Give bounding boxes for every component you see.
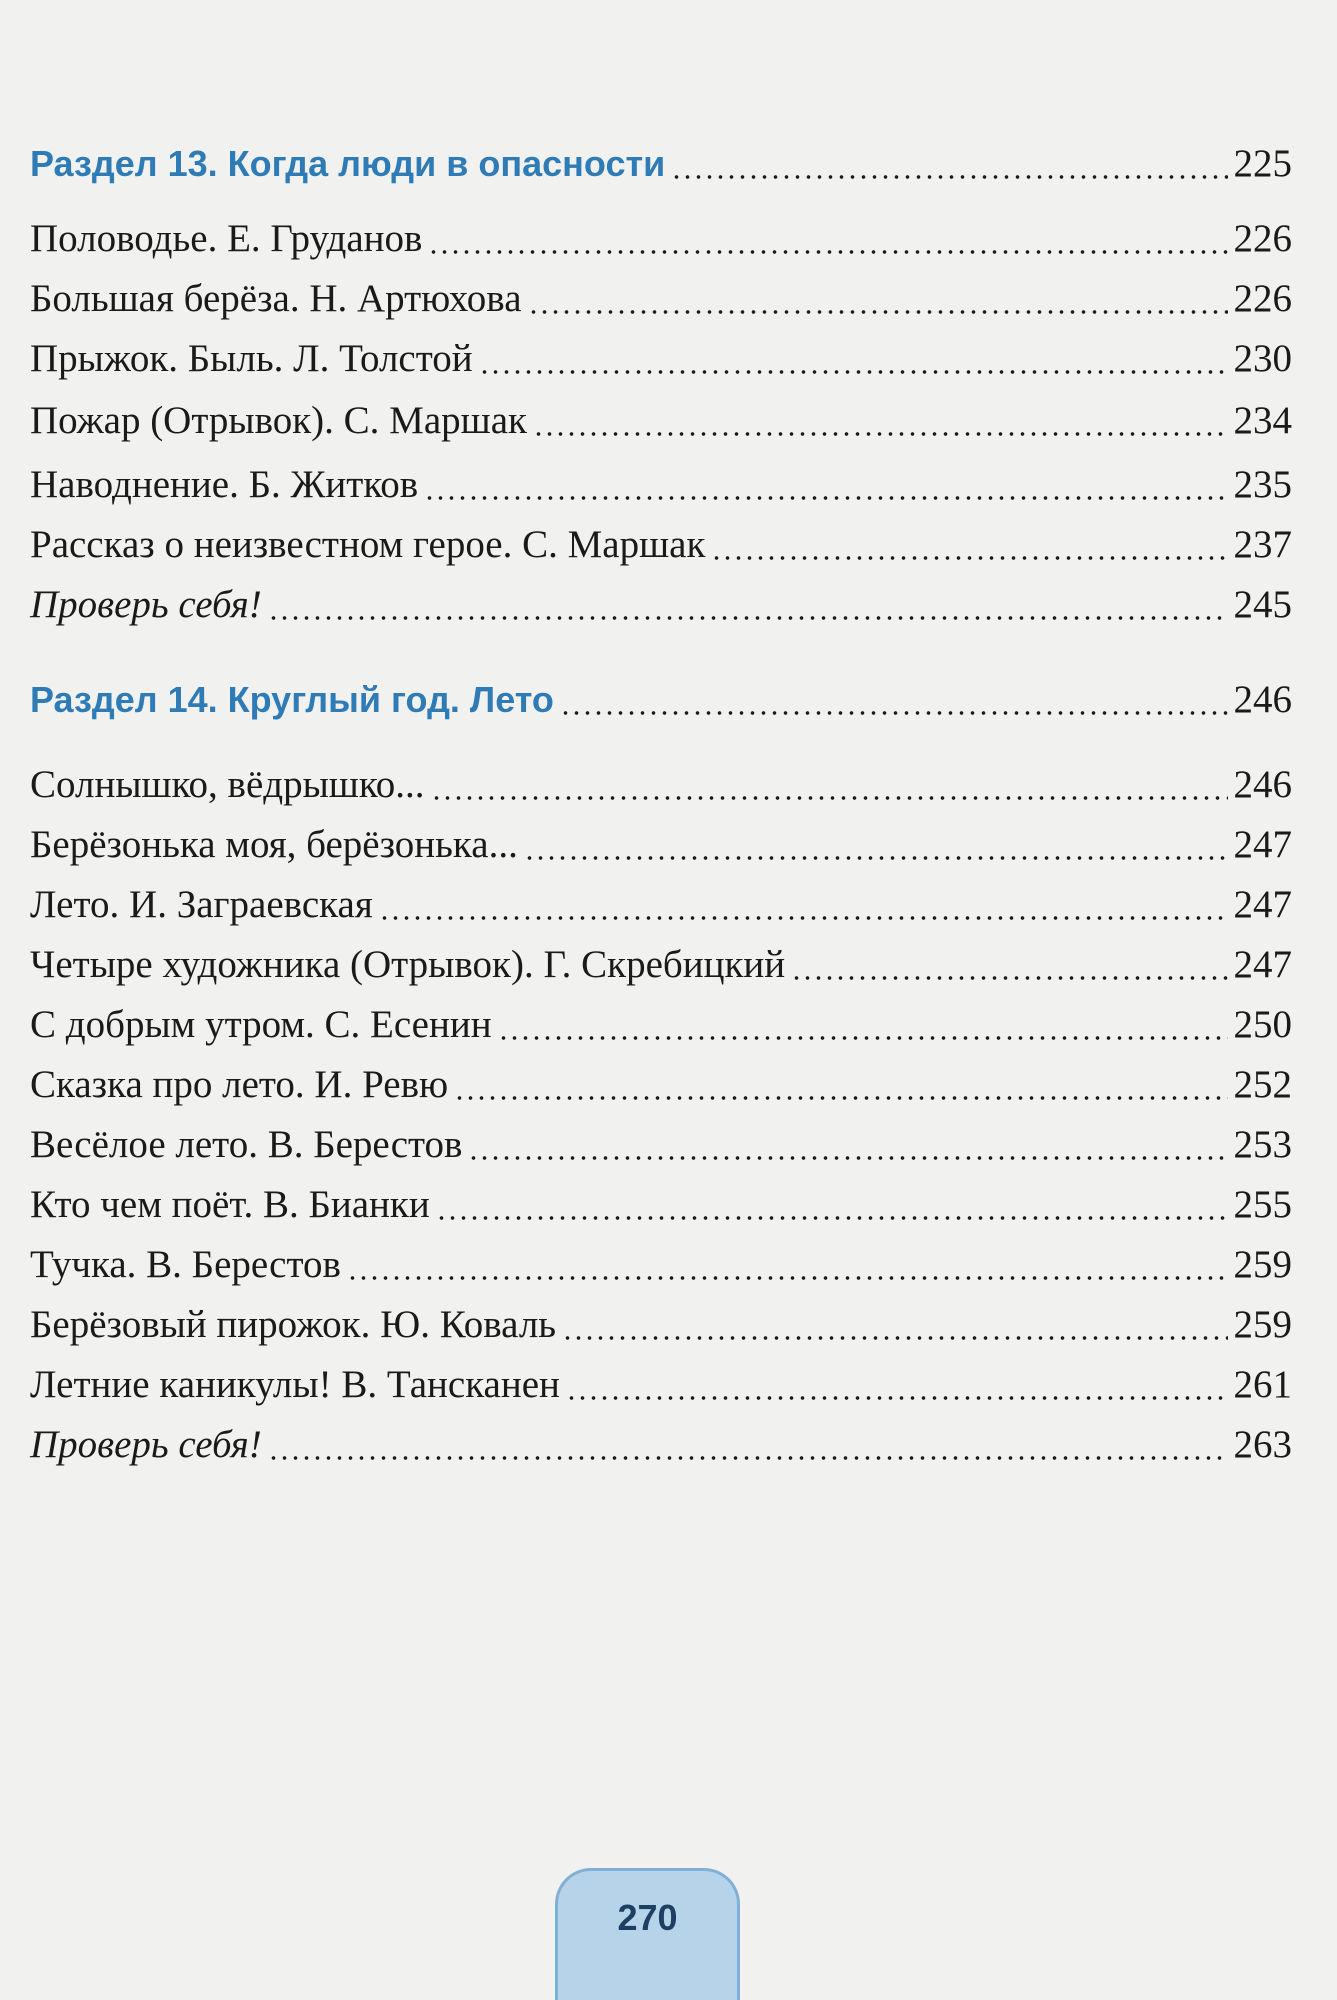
toc-entry[interactable] (30, 332, 1292, 386)
toc-title: Кто чем поёт. В. Бианки (30, 1183, 430, 1226)
dot-leader (268, 1456, 1228, 1460)
toc-entry[interactable] (30, 272, 1292, 326)
toc-self-check[interactable] (30, 578, 1292, 632)
toc-title: Наводнение. Б. Житков (30, 463, 419, 506)
toc-entry[interactable] (30, 458, 1292, 512)
dot-leader (791, 976, 1227, 980)
dot-leader (379, 916, 1228, 920)
toc-entry[interactable] (30, 878, 1292, 932)
toc-title: Летние каникулы! В. Тансканен (30, 1363, 560, 1406)
toc-entry[interactable] (30, 1298, 1292, 1352)
toc-title: Берёзонька моя, берёзонька... (30, 823, 518, 866)
toc-section-14[interactable] (30, 673, 1292, 727)
toc-entry[interactable] (30, 518, 1292, 572)
toc-page-number: 263 (1233, 1423, 1292, 1466)
toc-page-number: 235 (1233, 463, 1292, 506)
dot-leader (562, 1336, 1227, 1340)
toc-title: Лето. И. Заграевская (30, 883, 373, 926)
toc-page-number: 237 (1233, 523, 1292, 566)
toc-page-number: 246 (1233, 678, 1292, 721)
toc-entry[interactable] (30, 1178, 1292, 1232)
toc-title: Проверь себя! (30, 583, 262, 626)
toc-page-number: 253 (1233, 1123, 1292, 1166)
dot-leader (711, 556, 1227, 560)
toc-entry[interactable] (30, 758, 1292, 812)
toc-entry[interactable] (30, 1238, 1292, 1292)
toc-page-number: 247 (1233, 943, 1292, 986)
toc-title: Пожар (Отрывок). С. Маршак (30, 399, 527, 442)
toc-entry[interactable] (30, 394, 1292, 448)
dot-leader (454, 1096, 1227, 1100)
toc-title: Сказка про лето. И. Ревю (30, 1063, 449, 1106)
toc-section-13[interactable] (30, 137, 1292, 191)
toc-page-number: 250 (1233, 1003, 1292, 1046)
toc-page-number: 259 (1233, 1303, 1292, 1346)
toc-page-number: 234 (1233, 399, 1292, 442)
toc-title: Половодье. Е. Груданов (30, 217, 423, 260)
toc-title: Рассказ о неизвестном герое. С. Маршак (30, 523, 706, 566)
dot-leader (468, 1156, 1227, 1160)
toc-entry[interactable] (30, 1118, 1292, 1172)
toc-page-number: 230 (1233, 337, 1292, 380)
dot-leader (528, 310, 1228, 314)
toc-page-number: 226 (1233, 277, 1292, 320)
toc-page-number: 259 (1233, 1243, 1292, 1286)
toc-title: Раздел 14. Круглый год. Лето (30, 679, 554, 720)
toc-page-number: 225 (1233, 142, 1292, 185)
toc-page-number: 247 (1233, 823, 1292, 866)
toc-title: Солнышко, вёдрышко... (30, 763, 425, 806)
toc-title: Четыре художника (Отрывок). Г. Скребицкий (30, 943, 786, 986)
toc-page-number: 246 (1233, 763, 1292, 806)
toc-entry[interactable] (30, 998, 1292, 1052)
toc-page-number: 247 (1233, 883, 1292, 926)
dot-leader (268, 616, 1228, 620)
toc-entry[interactable] (30, 212, 1292, 266)
dot-leader (479, 370, 1228, 374)
toc-title: Проверь себя! (30, 1423, 262, 1466)
dot-leader (524, 856, 1228, 860)
toc-title: Тучка. В. Берестов (30, 1243, 341, 1286)
dot-leader (671, 175, 1227, 179)
dot-leader (498, 1036, 1228, 1040)
toc-page-number: 252 (1233, 1063, 1292, 1106)
dot-leader (431, 796, 1228, 800)
dot-leader (560, 711, 1228, 715)
dot-leader (347, 1276, 1228, 1280)
toc-entry[interactable] (30, 818, 1292, 872)
toc-title: Прыжок. Быль. Л. Толстой (30, 337, 473, 380)
page-number: 270 (617, 1897, 678, 1938)
toc-page-number: 226 (1233, 217, 1292, 260)
toc-title: Весёлое лето. В. Берестов (30, 1123, 463, 1166)
toc-page-number: 261 (1233, 1363, 1292, 1406)
toc-entry[interactable] (30, 1358, 1292, 1412)
toc-entry[interactable] (30, 938, 1292, 992)
dot-leader (436, 1216, 1228, 1220)
dot-leader (424, 496, 1227, 500)
toc-self-check[interactable] (30, 1418, 1292, 1472)
toc-entry[interactable] (30, 1058, 1292, 1112)
toc-page-number: 245 (1233, 583, 1292, 626)
toc-page-number: 255 (1233, 1183, 1292, 1226)
toc-title: Берёзовый пирожок. Ю. Коваль (30, 1303, 557, 1346)
toc-title: С добрым утром. С. Есенин (30, 1003, 492, 1046)
dot-leader (533, 432, 1228, 436)
page-number-tab (555, 1868, 740, 2000)
dot-leader (428, 250, 1227, 254)
dot-leader (566, 1396, 1228, 1400)
toc-title: Раздел 13. Когда люди в опасности (30, 143, 666, 184)
toc-title: Большая берёза. Н. Артюхова (30, 277, 522, 320)
